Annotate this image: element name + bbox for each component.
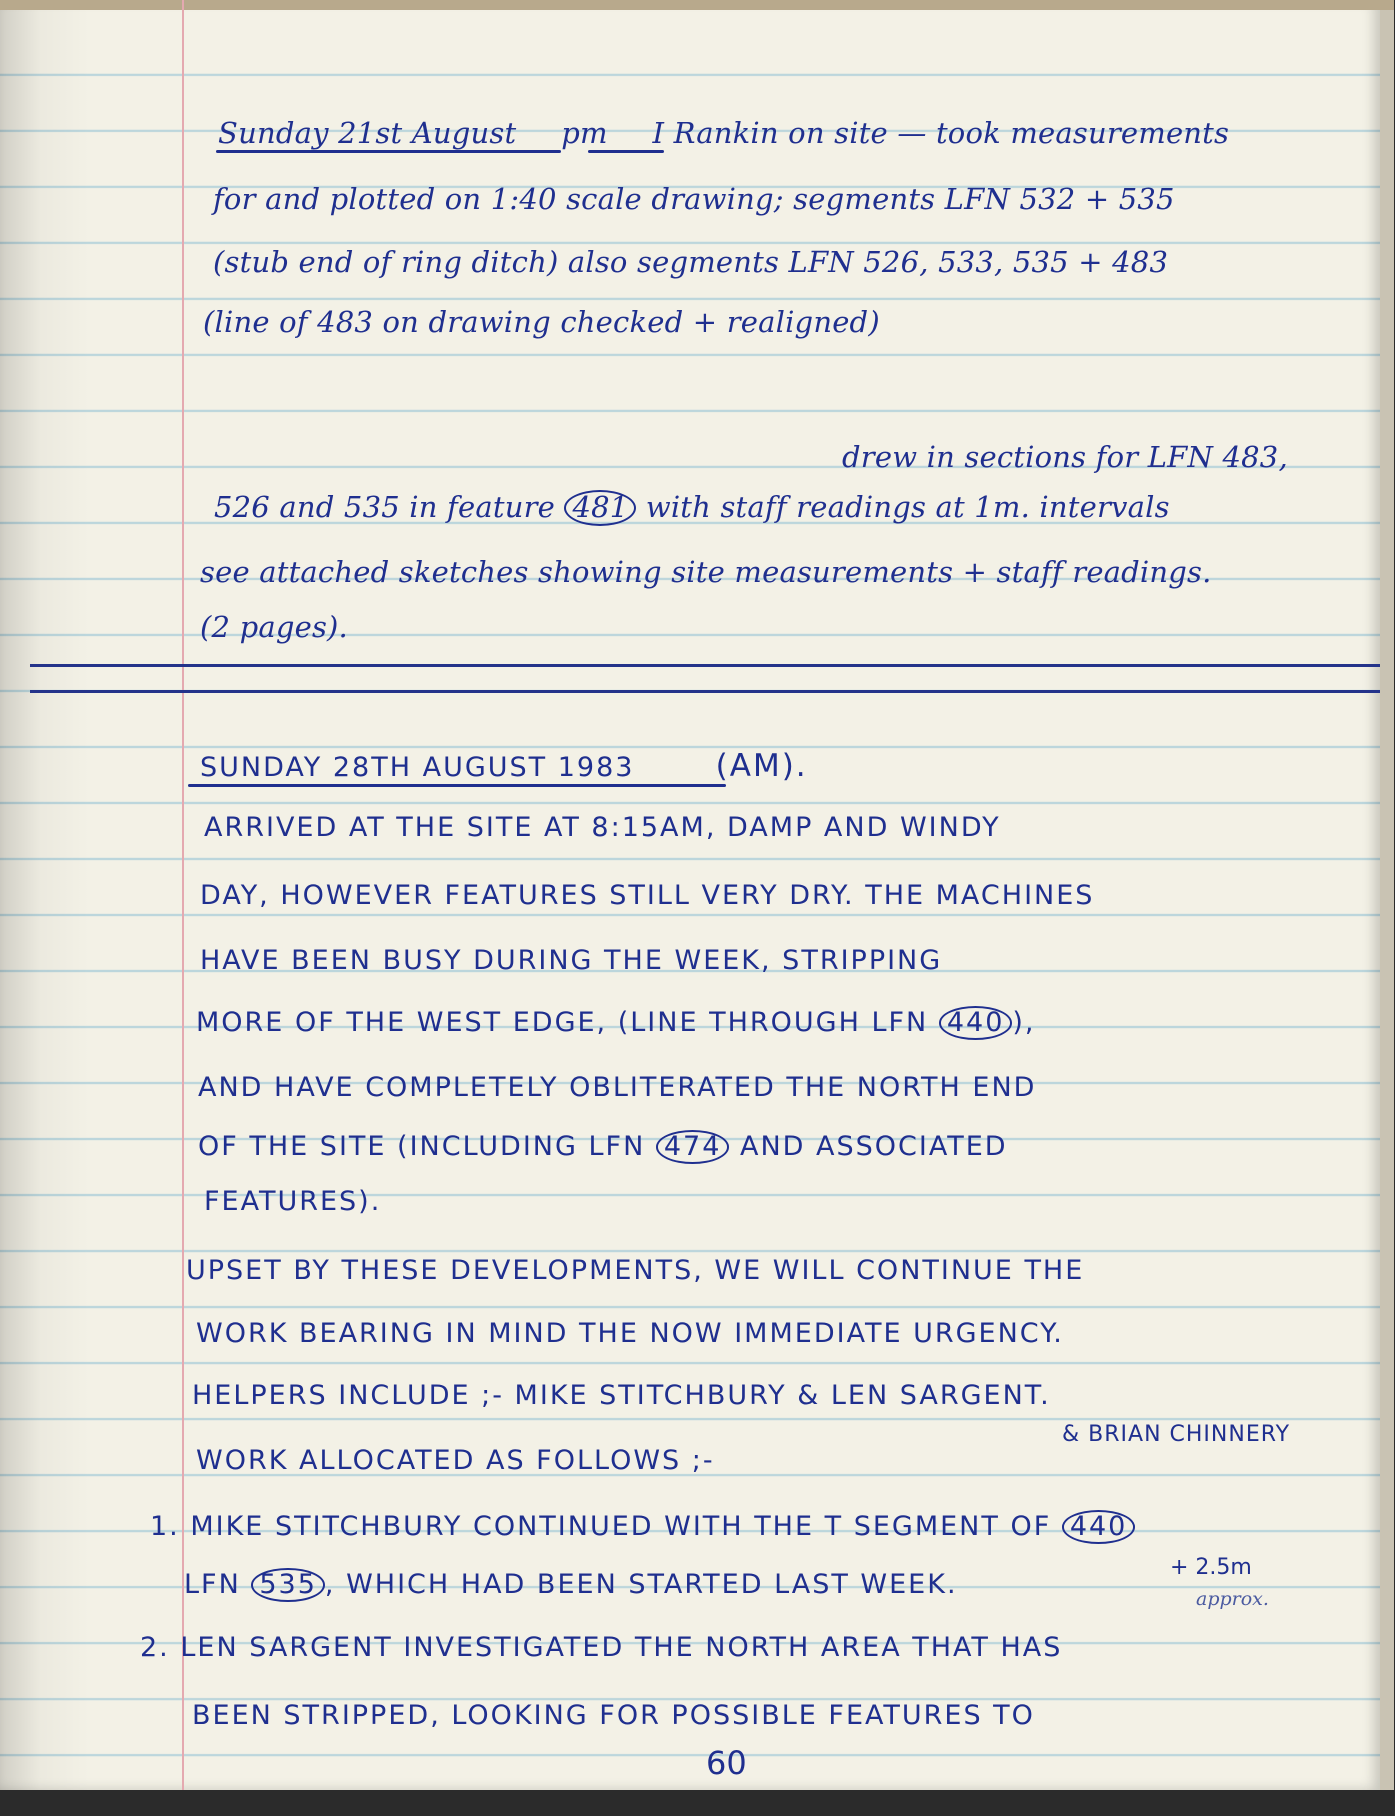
entry2-line-3: HAVE BEEN BUSY DURING THE WEEK, STRIPPING <box>200 945 943 976</box>
entry2-line-10-insert: & BRIAN CHINNERY <box>1062 1422 1291 1447</box>
entry1-heading-underline <box>216 150 561 153</box>
item-1-note-1: + 2.5m <box>1170 1555 1252 1580</box>
entry2-line-7: FEATURES). <box>204 1186 382 1217</box>
entry1-line-2: for and plotted on 1:40 scale drawing; segments LFN 532 + 535 <box>213 182 1175 216</box>
entry2-line-4-start: MORE OF THE WEST EDGE, (LINE THROUGH LFN <box>196 1007 929 1038</box>
entry1-sections-line-1: drew in sections for LFN 483, <box>842 440 1288 474</box>
entry2-line-2: DAY, HOWEVER FEATURES STILL VERY DRY. THE MACHINES <box>200 880 1095 911</box>
entry1-sections-line-2 <box>214 490 1170 526</box>
entry2-heading-underline <box>188 784 726 787</box>
entry1-sections-line-3: see attached sketches showing site measurements + staff readings. <box>200 555 1212 589</box>
entry1-time-underline <box>588 150 664 153</box>
lfn-535-circled: 535 <box>251 1568 325 1602</box>
lfn-440-circled-item1: 440 <box>1062 1510 1136 1544</box>
item-1-line-2-start: LFN <box>184 1569 241 1600</box>
entry1-heading-day: Sunday 21st August <box>218 116 517 150</box>
entry1-line-3: (stub end of ring ditch) also segments LFN 526, 533, 535 + 483 <box>213 245 1169 279</box>
entry2-heading <box>200 748 808 784</box>
entry2-line-5: AND HAVE COMPLETELY OBLITERATED THE NORTH END <box>198 1072 1037 1103</box>
page-number: 60 <box>706 1744 747 1782</box>
entry2-line-6 <box>198 1130 1008 1164</box>
item-1-line-1-start: 1. MIKE STITCHBURY CONTINUED WITH THE T SEGMENT OF <box>150 1511 1052 1542</box>
entry2-line-11: WORK ALLOCATED AS FOLLOWS ;- <box>196 1445 715 1476</box>
entry2-line-10: HELPERS INCLUDE ;- MIKE STITCHBURY & LEN SARGENT. <box>192 1380 1051 1411</box>
entry1-line-4: (line of 483 on drawing checked + realigned) <box>203 305 880 339</box>
item-1-line-1 <box>150 1510 1135 1544</box>
entry2-line-9: WORK BEARING IN MIND THE NOW IMMEDIATE URGENCY. <box>196 1318 1064 1349</box>
entry2-line-6-start: OF THE SITE (INCLUDING LFN <box>198 1131 646 1162</box>
lfn-440-circled: 440 <box>939 1006 1013 1040</box>
entry2-line-4-end: ), <box>1012 1007 1036 1038</box>
item-1-line-2-end: , WHICH HAD BEEN STARTED LAST WEEK. <box>324 1569 958 1600</box>
feature-number-circled: 481 <box>564 490 636 526</box>
item-1-note-2: approx. <box>1196 1588 1269 1610</box>
entry2-line-4 <box>196 1006 1036 1040</box>
item-2-line-2: BEEN STRIPPED, LOOKING FOR POSSIBLE FEATURES TO <box>192 1700 1035 1731</box>
page-top-edge <box>0 0 1394 10</box>
entry2-heading-time: (AM). <box>715 748 808 784</box>
entry1-heading <box>218 116 1229 150</box>
entry1-heading-time: pm <box>561 116 608 150</box>
lfn-474-circled: 474 <box>656 1130 730 1164</box>
entry2-line-1: ARRIVED AT THE SITE AT 8:15AM, DAMP AND WINDY <box>204 812 1001 843</box>
item-1-line-2 <box>184 1568 958 1602</box>
entry2-line-6-end: AND ASSOCIATED <box>740 1131 1008 1162</box>
entry1-sections-line-4: (2 pages). <box>200 610 348 644</box>
entry1-sections-line-2-end: with staff readings at 1m. intervals <box>645 490 1170 524</box>
entry-divider-bottom <box>30 690 1380 693</box>
entry-divider-top <box>30 664 1380 667</box>
entry2-line-8: UPSET BY THESE DEVELOPMENTS, WE WILL CONTINUE THE <box>186 1255 1085 1286</box>
item-2-line-1: 2. LEN SARGENT INVESTIGATED THE NORTH AREA THAT HAS <box>140 1632 1063 1663</box>
entry1-line-1: I Rankin on site — took measurements <box>652 116 1230 150</box>
entry1-sections-line-2-start: 526 and 535 in feature <box>214 490 556 524</box>
entry2-heading-date: SUNDAY 28TH AUGUST 1983 <box>200 752 635 783</box>
